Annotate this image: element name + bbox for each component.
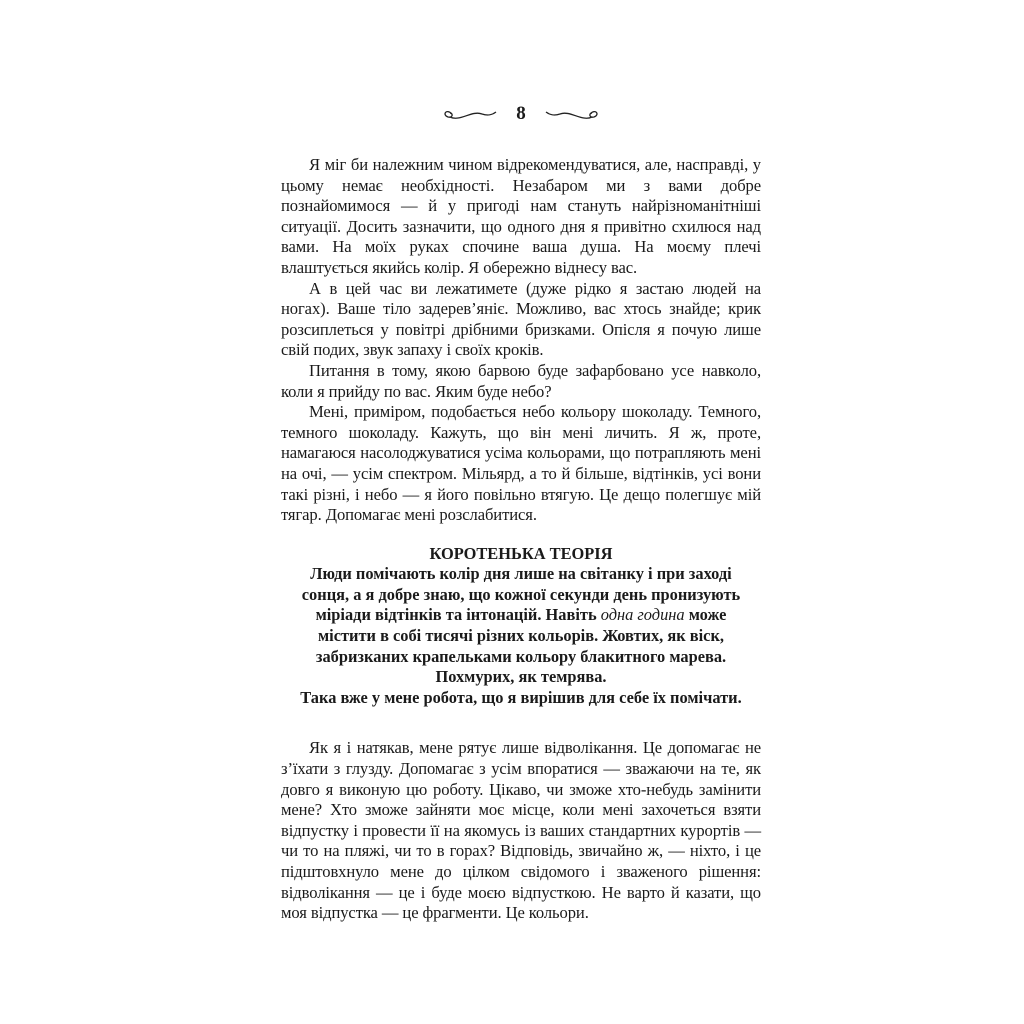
theory-line (281, 605, 761, 626)
paragraph: Я міг би належним чином відрекомендуватися, але, насправді, у цьому немає необхідності. Незабаром ми з вами добре познайомимося — й у пригоді нам стануть найрізноманітніші ситуації. Досить зазначити, що одного дня я привітно схилюся над вами. На моїх руках спочине ваша душа. На моєму плечі влаштується якийсь колір. Я обережно віднесу вас. (281, 155, 761, 277)
theory-line: сонця, а я добре знаю, що кожної секунди день пронизують (301, 584, 741, 604)
theory-line: Люди помічають колір дня лише на світанку і при заході (310, 564, 732, 584)
theory-line: забризканих крапельками кольору блакитного марева. (315, 646, 727, 666)
paragraph: Питання в тому, якою барвою буде зафарбовано усе навколо, коли я прийду по вас. Яким буде небо? (281, 360, 761, 401)
theory-line: містити в собі тисячі різних кольорів. Жовтих, як віск, (317, 626, 725, 646)
theory-line: Така вже у мене робота, що я вирішив для себе їх помічати. (300, 687, 742, 707)
book-page (281, 96, 761, 924)
theory-text: міріади відтінків та інтонацій. Навіть (315, 605, 601, 625)
theory-block (281, 544, 761, 709)
section-vacation (281, 738, 761, 923)
paragraph: А в цей час ви лежатимете (дуже рідко я застаю людей на ногах). Ваше тіло задерев’яніє. Можливо, вас хтось знайде; крик розсиплеться у повітрі дрібними бризками. Опісля я почую лише свій подих, звук запаху і своїх кроків. (281, 278, 761, 360)
paragraph: Як я і натякав, мене рятує лише відволікання. Це допомагає не з’їхати з глузду. Допомагає з усім впоратися — зважаючи на те, як довго я виконую цю роботу. Цікаво, чи зможе хто-небудь замінити мене? Хто зможе зайняти моє місце, коли мені захочеться взяти відпустку і провести її на якомусь із ваших стандартних курортів — чи то на пляжі, чи то в горах? Відповідь, звичайно ж, — ніхто, і це підштовхнуло мене до цілком свідомого і зваженого рішення: відволікання — це і буде моєю відпусткою. Не варто й казати, що моя відпустка — це фрагменти. Це кольори. (281, 738, 761, 923)
theory-text: може (684, 605, 727, 625)
theory-line: Похмурих, як темрява. (435, 667, 607, 687)
paragraph: Мені, приміром, подобається небо кольору шоколаду. Темного, темного шоколаду. Кажуть, що він мені личить. Я ж, проте, намагаюся насолоджуватися усіма кольорами, що потрапляють мені на очі, — усім спектром. Мільярд, а то й більше, відтінків, усі вони такі різні, і небо — я його повільно втягую. Це дещо полегшує мій тягар. Допомагає мені розслабитися. (281, 402, 761, 525)
theory-title: КОРОТЕНЬКА ТЕОРІЯ (429, 543, 613, 563)
flourish-right-icon (544, 106, 600, 122)
page-header (281, 96, 761, 132)
section-intro (281, 155, 761, 526)
flourish-left-icon (442, 106, 498, 122)
theory-emphasis: одна година (600, 605, 685, 625)
page-number: 8 (516, 103, 526, 124)
